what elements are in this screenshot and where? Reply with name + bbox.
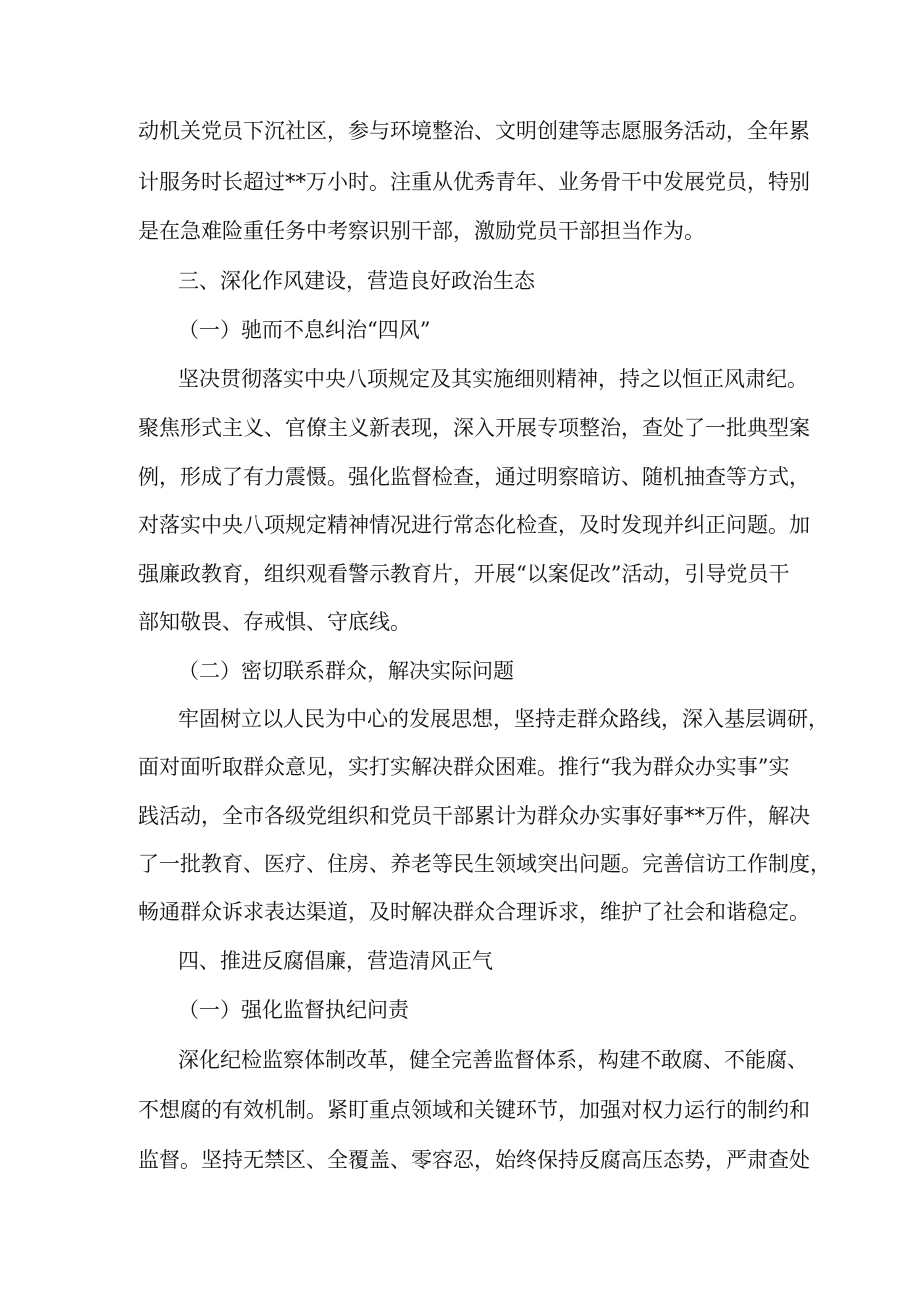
subsection-heading: （二）密切联系群众，解决实际问题 (178, 659, 514, 683)
body-text-line: 是在急难险重任务中考察识别干部，激励党员干部担当作为。 (138, 219, 705, 243)
body-text-line: 例，形成了有力震慑。强化监督检查，通过明察暗访、随机抽查等方式， (138, 465, 810, 489)
section-heading: 三、深化作风建设，营造良好政治生态 (178, 269, 535, 293)
body-text-line: 聚焦形式主义、官僚主义新表现，深入开展专项整治，查处了一批典型案 (138, 416, 810, 440)
body-text-line: 部知敬畏、存戒惧、守底线。 (138, 610, 411, 634)
body-text-line: 对落实中央八项规定精神情况进行常态化检查，及时发现并纠正问题。加 (138, 513, 810, 537)
body-text-line: 动机关党员下沉社区，参与环境整治、文明创建等志愿服务活动，全年累 (138, 119, 810, 143)
body-text-line: 牢固树立以人民为中心的发展思想，坚持走群众路线，深入基层调研， (178, 707, 829, 731)
body-text-line: 践活动，全市各级党组织和党员干部累计为群众办实事好事**万件，解决 (138, 804, 810, 828)
body-text-line: 不想腐的有效机制。紧盯重点领域和关键环节，加强对权力运行的制约和 (138, 1098, 810, 1122)
body-text-line: 了一批教育、医疗、住房、养老等民生领域突出问题。完善信访工作制度， (138, 852, 831, 876)
body-text-line: 畅通群众诉求表达渠道，及时解决群众合理诉求，维护了社会和谐稳定。 (138, 900, 810, 924)
section-heading: 四、推进反腐倡廉，营造清风正气 (178, 949, 493, 973)
subsection-heading: （一）强化监督执纪问责 (178, 998, 409, 1022)
body-text-line: 坚决贯彻落实中央八项规定及其实施细则精神，持之以恒正风肃纪。 (178, 367, 808, 391)
body-text-line: 深化纪检监察体制改革，健全完善监督体系，构建不敢腐、不能腐、 (178, 1048, 808, 1072)
subsection-heading: （一）驰而不息纠治“四风” (178, 318, 431, 342)
body-text-line: 监督。坚持无禁区、全覆盖、零容忍，始终保持反腐高压态势，严肃查处 (138, 1148, 810, 1172)
body-text-line: 强廉政教育，组织观看警示教育片，开展“以案促改”活动，引导党员干 (138, 562, 790, 586)
body-text-line: 面对面听取群众意见，实打实解决群众困难。推行“我为群众办实事”实 (138, 755, 790, 779)
body-text-line: 计服务时长超过**万小时。注重从优秀青年、业务骨干中发展党员，特别 (138, 170, 810, 194)
